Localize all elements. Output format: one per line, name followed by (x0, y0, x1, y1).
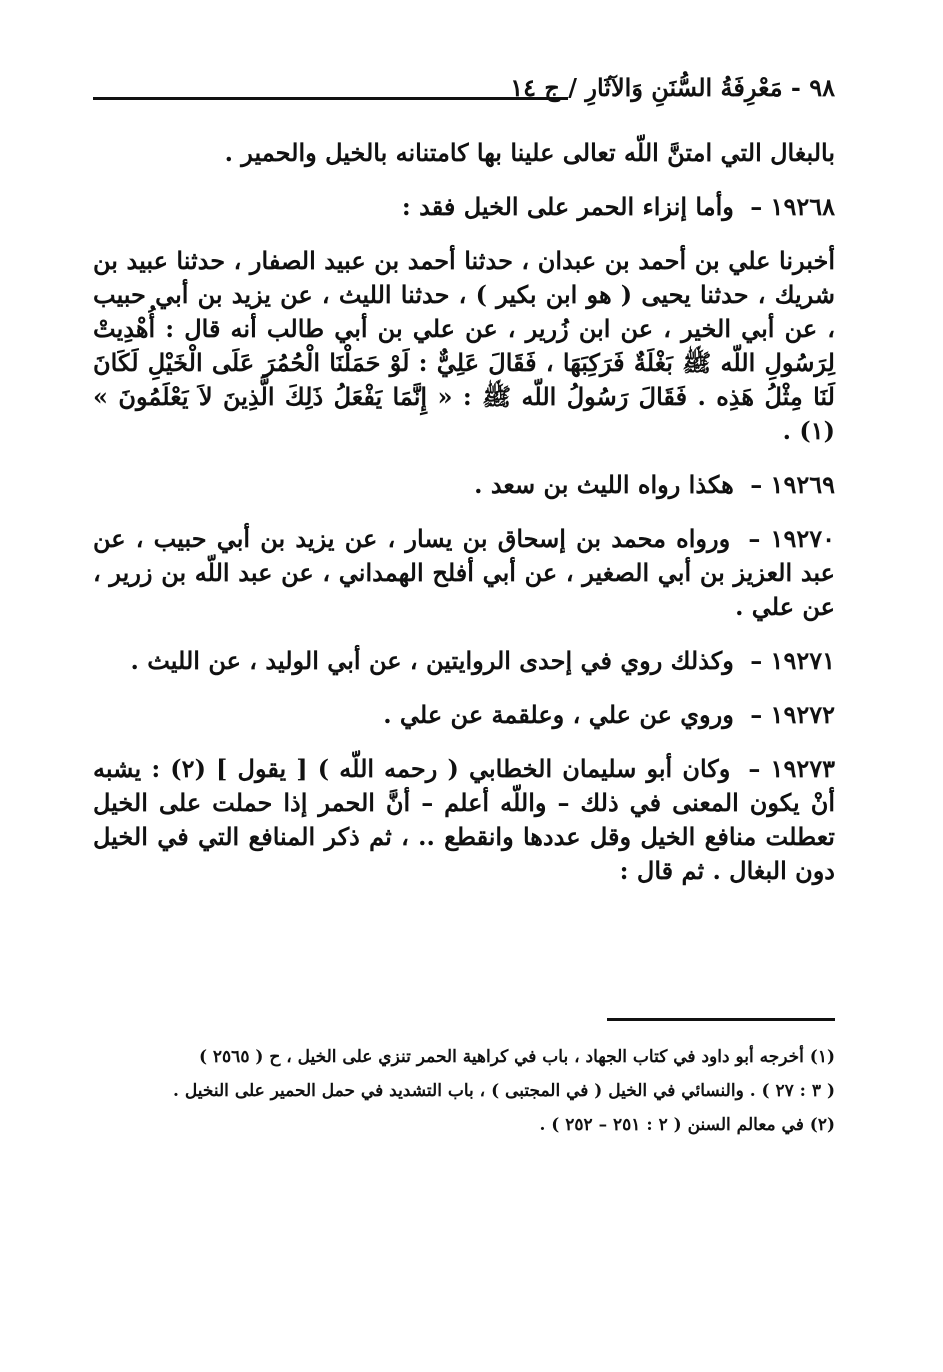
paragraph-number: ١٩٢٧٢ – (750, 700, 835, 729)
paragraph (93, 244, 835, 448)
paragraph (93, 190, 835, 224)
main-text (93, 136, 835, 908)
footnote-line: (٢) في معالم السنن ( ٢ : ٢٥١ – ٢٥٢ ) . (539, 1115, 835, 1135)
paragraph-number: ١٩٢٧١ – (750, 646, 835, 675)
paragraph-number: ١٩٢٧٠ – (748, 524, 835, 553)
paragraph-text: وأما إنزاء الحمر على الخيل فقد : (401, 192, 734, 221)
paragraph-text: بالبغال التي امتنَّ اللّه تعالى علينا بها كامتنانه بالخيل والحمير . (224, 138, 835, 167)
page-header (93, 72, 835, 112)
paragraph-number: ١٩٢٦٨ – (750, 192, 835, 221)
paragraph-text: وكذلك روي في إحدى الروايتين ، عن أبي الوليد ، عن الليث . (130, 646, 734, 675)
footnote-line: ( ٣ : ٢٧ ) . والنسائي في الخيل ( في المجتبى ) ، باب التشديد في حمل الحمير على النخيل . (173, 1081, 835, 1101)
paragraph-text: وكان أبو سليمان الخطابي ( رحمه اللّه ) [ يقول ] (٢) : يشبه أنْ يكون المعنى في ذلك – واللّه أعلم – أنَّ الحمر إذا حملت على الخيل تعطلت منافع الخيل وقل عددها وانقطع .. ، ثم ذكر المنافع التي في الخيل دون البغال . ثم قال : (93, 754, 835, 885)
paragraph-number: ١٩٢٧٣ – (748, 754, 835, 783)
footnote-line: (١) أخرجه أبو داود في كتاب الجهاد ، باب في كراهية الحمر تنزي على الخيل ، ح ( ٢٥٦٥ ) (198, 1047, 835, 1067)
paragraph (93, 644, 835, 678)
paragraph (93, 136, 835, 170)
paragraph-text: أخبرنا علي بن أحمد بن عبدان ، حدثنا أحمد بن عبيد الصفار ، حدثنا عبيد بن شريك ، حدثنا يحيى ( هو ابن بكير ) ، حدثنا الليث ، عن يزيد بن أبي حبيب ، عن أبي الخير ، عن ابن زُرير ، عن علي بن أبي طالب أنه قال : أُهْدِيتْ لِرَسُولِ اللّه ﷺ بَغْلَةٌ فَرَكِبَهَا ، فَقَالَ عَلِيٌّ : لَوْ حَمَلْنَا الْحُمُرَ عَلَى الْخَيْلِ لَكَانَ لَنَا مِثْلُ هَذِه . فَقَالَ رَسُولُ اللّه ﷺ : « إِنَّمَا يَفْعَلُ ذَلِكَ الَّذِينَ لاَ يَعْلَمُونَ » (١) . (93, 246, 835, 445)
paragraph (93, 752, 835, 888)
paragraph (93, 522, 835, 624)
paragraph-text: وروي عن علي ، وعلقمة عن علي . (383, 700, 734, 729)
header-rule (93, 97, 568, 100)
paragraph-text: ورواه محمد بن إسحاق بن يسار ، عن يزيد بن أبي حبيب ، عن عبد العزيز بن أبي الصغير ، عن أبي أفلح الهمداني ، عن عبد اللّه بن زرير ، عن علي . (93, 524, 835, 621)
paragraph (93, 468, 835, 502)
paragraph-text: هكذا رواه الليث بن سعد . (474, 470, 734, 499)
footnote-rule (607, 1018, 835, 1021)
footnotes (93, 1040, 835, 1142)
paragraph (93, 698, 835, 732)
running-title: ٩٨ - مَعْرِفَةُ السُّنَنِ وَالآثَارِ / ج ١٤ (510, 73, 835, 102)
paragraph-number: ١٩٢٦٩ – (750, 470, 835, 499)
